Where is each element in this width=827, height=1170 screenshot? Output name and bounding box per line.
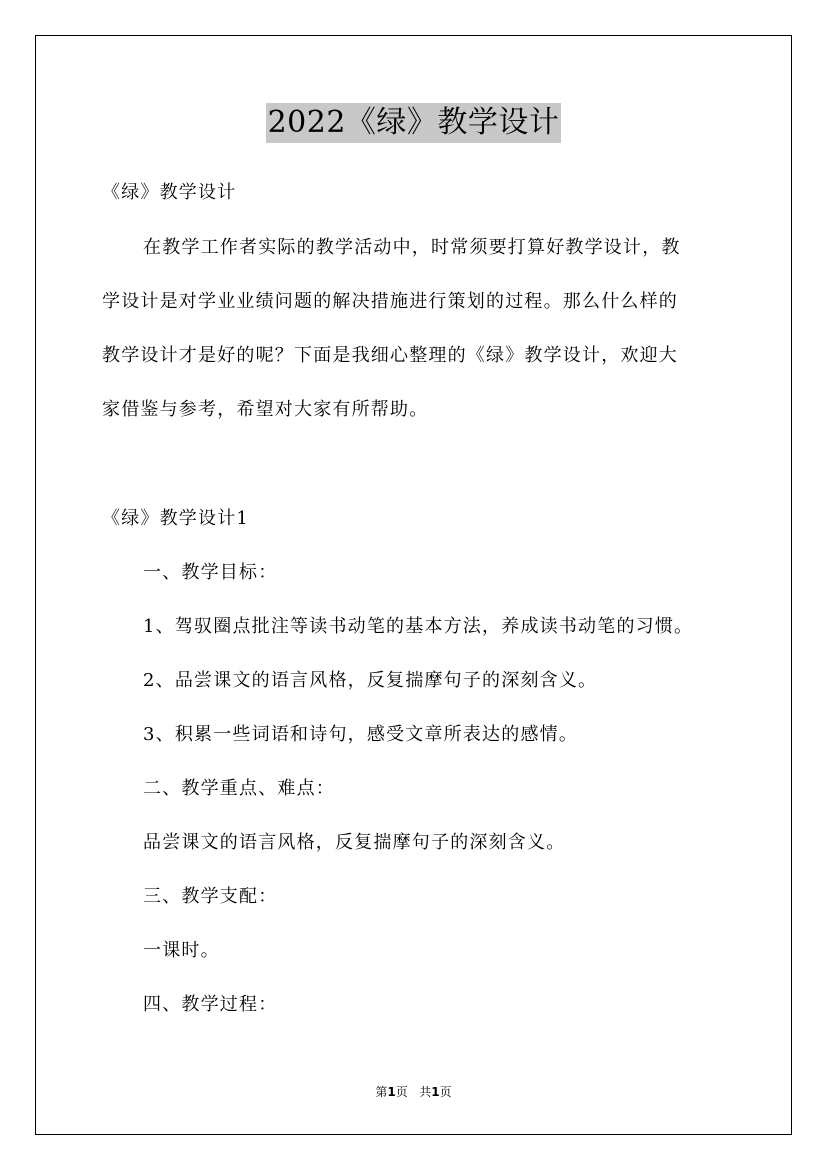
intro-line-3: 教学设计才是好的呢？下面是我细心整理的《绿》教学设计，欢迎大	[102, 345, 678, 366]
process-heading: 四、教学过程：	[143, 994, 278, 1015]
objective-item-3: 3、积累一些词语和诗句，感受文章所表达的感情。	[143, 724, 579, 745]
footer-prefix: 第	[375, 1085, 388, 1099]
intro-line-2: 学设计是对学业业绩问题的解决措施进行策划的过程。那么什么样的	[102, 291, 678, 312]
key-points-text: 品尝课文的语言风格，反复揣摩句子的深刻含义。	[143, 832, 566, 853]
document-subtitle: 《绿》教学设计	[102, 182, 237, 203]
objectives-heading: 一、教学目标：	[143, 562, 278, 583]
arrangement-heading: 三、教学支配：	[143, 886, 278, 907]
footer-suffix: 页	[439, 1085, 452, 1099]
footer-mid: 页 共	[395, 1085, 432, 1099]
footer-page-total: 1	[431, 1085, 440, 1099]
document-title: 2022《绿》教学设计	[266, 103, 562, 143]
arrangement-text: 一课时。	[143, 940, 220, 961]
title-wrap	[0, 103, 827, 143]
section-heading: 《绿》教学设计1	[102, 508, 250, 529]
key-points-heading: 二、教学重点、难点：	[143, 778, 335, 799]
footer-page-current: 1	[387, 1085, 396, 1099]
intro-line-4: 家借鉴与参考，希望对大家有所帮助。	[102, 399, 429, 420]
page-footer	[0, 1084, 827, 1100]
intro-line-1: 在教学工作者实际的教学活动中，时常须要打算好教学设计，教	[143, 237, 681, 258]
objective-item-2: 2、品尝课文的语言风格，反复揣摩句子的深刻含义。	[143, 670, 598, 691]
objective-item-1: 1、驾驭圈点批注等读书动笔的基本方法，养成读书动笔的习惯。	[143, 616, 694, 637]
